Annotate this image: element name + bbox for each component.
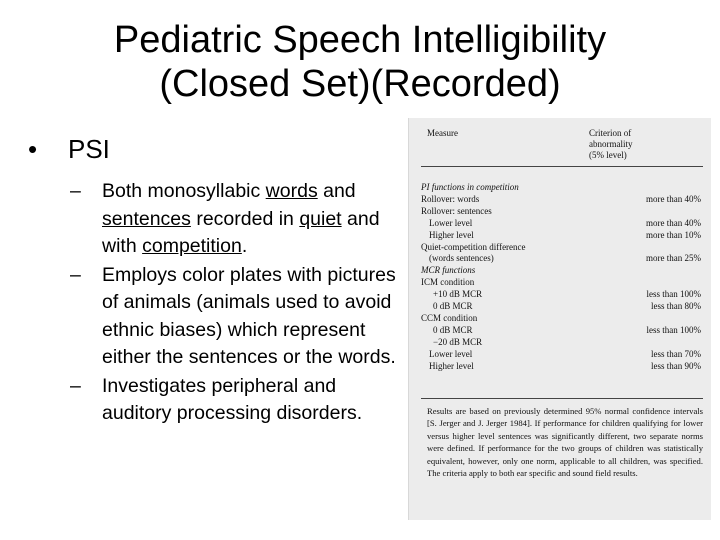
table-row — [421, 361, 701, 373]
underlined-sentences: sentences — [102, 207, 191, 230]
table-row — [421, 313, 701, 325]
measure-cell: 0 dB MCR — [433, 324, 473, 335]
sub-bullet-3-text: Investigates peripheral and auditory processing disorders. — [102, 374, 363, 424]
criterion-header-line: Criterion of — [589, 128, 632, 138]
dash-icon: – — [70, 374, 81, 397]
table-row — [421, 253, 701, 265]
table-row — [421, 325, 701, 337]
table-rows — [421, 182, 701, 373]
table-row — [421, 218, 701, 230]
measure-cell: MCR functions — [421, 265, 476, 276]
criterion-cell: less than 80% — [651, 301, 701, 312]
measure-cell: Lower level — [429, 348, 473, 359]
table-row — [421, 277, 701, 289]
table-row — [421, 230, 701, 242]
criterion-header-line: abnormality — [589, 139, 633, 149]
measure-cell: CCM condition — [421, 312, 478, 323]
scanned-criteria-table — [408, 118, 711, 520]
criterion-cell: less than 90% — [651, 360, 701, 371]
underlined-quiet: quiet — [299, 207, 342, 230]
table-footnote: Results are based on previously determined 95% normal confidence intervals [S. Jerger and J. Jerger 1984]. If performance for children qualifying for lower versus higher level sentences was significantly different, two separate norms were defined. If performance for the two groups of children was statistically equivalent, however, only one norm, applicable to all children, was specified. The criteria apply to both ear specific and sound field results. — [427, 406, 703, 479]
dash-icon: – — [70, 180, 81, 202]
text-fragment: and — [317, 180, 356, 202]
bullet-list — [28, 132, 408, 429]
bullet-psi-label: PSI — [68, 134, 110, 164]
sub-bullet-1-text — [102, 178, 408, 261]
title-line-1: Pediatric Speech Intelligibility — [113, 19, 607, 61]
table-row — [421, 301, 701, 313]
criterion-cell: more than 10% — [646, 229, 701, 240]
table-row — [421, 265, 701, 277]
slide-title — [0, 18, 720, 106]
criterion-cell — [605, 313, 701, 325]
measure-cell: ICM condition — [421, 277, 475, 288]
criterion-cell: less than 100% — [646, 324, 701, 335]
bullet-dot-icon: • — [28, 134, 38, 164]
text-fragment: and with — [102, 207, 380, 257]
measure-cell: PI functions in competition — [421, 182, 519, 192]
table-rule-top — [421, 166, 703, 167]
sub-bullet-2-text: Employs color plates with pictures of animals (animals used to avoid ethnic biases) which represent either the sentences or the words. — [102, 263, 396, 368]
column-header-criterion — [589, 128, 633, 161]
dash-icon: – — [70, 263, 81, 286]
table-row — [421, 194, 701, 206]
measure-cell: +10 dB MCR — [433, 289, 483, 300]
title-line-2: (Closed Set)(Recorded) — [159, 63, 561, 105]
criterion-cell: less than 100% — [646, 289, 701, 300]
criterion-cell: more than 25% — [646, 253, 701, 264]
table-row — [421, 289, 701, 301]
criterion-cell: more than 40% — [646, 217, 701, 228]
measure-cell: Rollover: words — [421, 193, 480, 204]
criterion-cell — [605, 242, 701, 254]
column-header-measure: Measure — [427, 128, 458, 138]
measure-cell: Lower level — [429, 217, 473, 228]
bullet-psi — [28, 132, 408, 166]
measure-cell: (words sentences) — [429, 253, 494, 264]
table-row — [421, 337, 701, 349]
measure-cell: Quiet-competition difference — [421, 241, 526, 252]
criterion-cell — [605, 337, 701, 349]
table-row — [421, 242, 701, 254]
table-row — [421, 349, 701, 361]
criterion-cell — [605, 277, 701, 289]
measure-cell: 0 dB MCR — [433, 301, 473, 312]
measure-cell: −20 dB MCR — [433, 336, 483, 347]
table-row — [421, 182, 701, 194]
criterion-cell: more than 40% — [646, 193, 701, 204]
sub-bullet-3 — [70, 373, 408, 428]
criterion-cell — [605, 182, 701, 194]
text-fragment: . — [241, 235, 248, 257]
underlined-words: words — [265, 180, 318, 202]
criterion-header-line: (5% level) — [589, 150, 627, 160]
criterion-cell — [605, 265, 701, 277]
measure-cell: Rollover: sentences — [421, 205, 492, 216]
sub-bullet-2 — [70, 262, 408, 372]
text-fragment: Both monosyllabic — [102, 180, 266, 202]
measure-cell: Higher level — [429, 229, 474, 240]
table-rule-bottom — [421, 398, 703, 399]
table-row — [421, 206, 701, 218]
sub-bullet-1 — [70, 178, 408, 261]
sub-bullet-list — [70, 178, 408, 428]
underlined-competition: competition — [142, 235, 242, 257]
criterion-cell: less than 70% — [651, 348, 701, 359]
text-fragment: recorded in — [190, 207, 300, 230]
criterion-cell — [605, 206, 701, 218]
measure-cell: Higher level — [429, 360, 474, 371]
